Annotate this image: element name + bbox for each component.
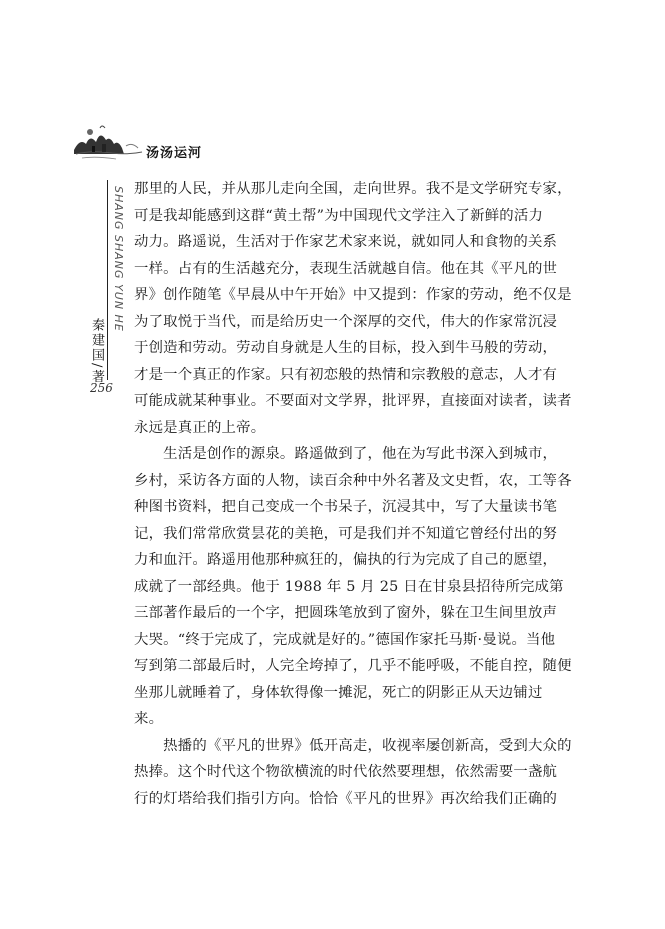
text-line: 界》创作随笔《早晨从中午开始》中又提到：作家的劳动，绝不仅是 — [134, 287, 572, 303]
text-line: 来。 — [134, 711, 164, 727]
text-line: 行的灯塔给我们指引方向。恰恰《平凡的世界》再次给我们正确的 — [134, 790, 558, 807]
text-line: 可能成就某种事业。不要面对文学界，批评界，直接面对读者，读者 — [134, 393, 572, 409]
sidebar-english-title: SHANG SHANG YUN HE — [112, 186, 125, 332]
text-line: 力和血汗。路遥用他那种疯狂的，偏执的行为完成了自己的愿望， — [134, 552, 558, 568]
text-line: 可是我却能感到这群“黄土帮”为中国现代文学注入了新鲜的活力 — [134, 207, 544, 224]
text-line: 动力。路遥说，生活对于作家艺术家来说，就如同人和食物的关系 — [134, 234, 558, 250]
page-number: 256 — [90, 381, 113, 395]
body-text — [134, 176, 572, 812]
text-line: 那里的人民，并从那儿走向全国，走向世界。我不是文学研究专家， — [134, 181, 572, 197]
text-line: 生活是创作的源泉。路遥做到了，他在为写此书深入到城市， — [134, 446, 558, 462]
text-line: 热捧。这个时代这个物欲横流的时代依然要理想，依然需要一盏航 — [134, 764, 558, 780]
text-line: 为了取悦于当代，而是给历史一个深厚的交代，伟大的作家常沉浸 — [134, 313, 558, 330]
text-line: 热播的《平凡的世界》低开高走，收视率屡创新高，受到大众的 — [134, 737, 572, 754]
text-line: 一样。占有的生活越充分，表现生活就越自信。他在其《平凡的世 — [134, 260, 558, 277]
text-line: 写到第二部最后时，人完全垮掉了，几乎不能呼吸，不能自控，随便 — [134, 658, 572, 674]
text-line: 记，我们常常欣赏昙花的美艳，可是我们并不知道它曾经付出的努 — [134, 525, 558, 542]
text-line: 才是一个真正的作家。只有初恋般的热情和宗教般的意志，人才有 — [134, 366, 558, 383]
text-line: 乡村，采访各方面的人物，读百余种中外名著及文史哲，农，工等各 — [134, 472, 572, 489]
text-line: 成就了一部经典。他于 1988 年 5 月 25 日在甘泉县招待所完成第 — [134, 578, 564, 595]
text-line: 大哭。“终于完成了，完成就是好的。”德国作家托马斯·曼说。当他 — [134, 631, 556, 648]
sidebar-author: 秦建国/著 — [89, 318, 104, 385]
landscape-ink-illustration — [72, 120, 144, 168]
text-line: 于创造和劳动。劳动自身就是人生的目标，投入到牛马般的劳动， — [134, 340, 558, 356]
text-line: 三部著作最后的一个字，把圆珠笔放到了窗外，躲在卫生间里放声 — [134, 605, 558, 621]
text-line: 永远是真正的上帝。 — [134, 419, 266, 436]
text-line: 坐那儿就睡着了，身体软得像一摊泥，死亡的阴影正从天边铺过 — [134, 684, 543, 701]
sidebar-divider — [107, 180, 108, 380]
book-title-header: 汤汤运河 — [146, 146, 203, 161]
text-line: 种图书资料，把自己变成一个书呆子，沉浸其中，写了大量读书笔 — [134, 499, 558, 515]
